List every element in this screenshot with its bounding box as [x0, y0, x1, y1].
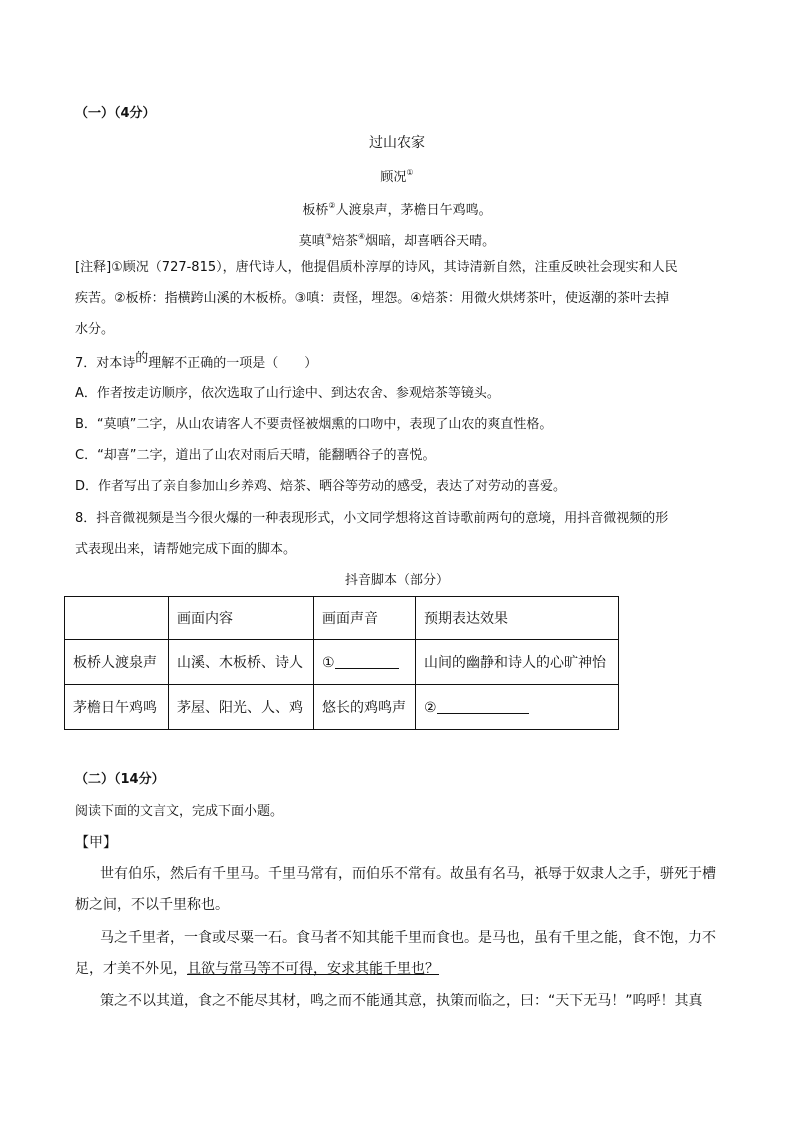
table-cell-answer[interactable] [314, 640, 416, 685]
question-8-stem: 式表现出来，请帮她完成下面的脚本。 [75, 542, 297, 557]
table-row [65, 685, 619, 730]
table-header-cell [65, 597, 169, 640]
section-heading-2: （二）（14分） [75, 772, 165, 787]
underlined-sentence: 且欲与常马等不可得，安求其能千里也？ [187, 961, 439, 977]
q7-option-d: D．作者写出了亲自参加山乡养鸡、焙茶、晒谷等劳动的感受，表达了对劳动的喜爱。 [75, 479, 567, 494]
table-cell: 山间的幽静和诗人的心旷神怡 [416, 640, 619, 685]
section-heading-1: （一）（4分） [75, 106, 156, 121]
table-row [65, 640, 619, 685]
table-header-cell: 画面内容 [169, 597, 314, 640]
q7-option-a: A．作者按走访顺序，依次选取了山行途中、到达农舍、参观焙茶等镜头。 [75, 386, 500, 401]
poem-text: 烟暗，却喜晒谷天晴。 [365, 234, 496, 249]
q7-text: 7．对本诗 [75, 356, 136, 371]
author-footnote: ① [406, 168, 414, 177]
blank-number: ① [322, 654, 335, 671]
question-8-stem: 8．抖音微视频是当今很火爆的一种表现形式，小文同学想将这首诗歌前两句的意境，用抖音微视频的形 [75, 511, 669, 526]
table-cell: 板桥人渡泉声 [65, 640, 169, 685]
passage-line: 世有伯乐，然后有千里马。千里马常有，而伯乐不常有。故虽有名马，祇辱于奴隶人之手，骈死于槽 [100, 866, 716, 882]
annotation-line: [注释]①顾况（727-815），唐代诗人，他提倡质朴淳厚的诗风，其诗清新自然，注重反映社会现实和人民 [75, 260, 678, 275]
table-cell-answer[interactable] [416, 685, 619, 730]
q7-option-b: B．“莫嗔”二字，从山农请客人不要责怪被烟熏的口吻中，表现了山农的爽直性格。 [75, 417, 553, 432]
table-cell: 山溪、木板桥、诗人 [169, 640, 314, 685]
annotation-line: 疾苦。②板桥：指横跨山溪的木板桥。③嗔：责怪，埋怨。④焙茶：用微火烘烤茶叶，使返潮的茶叶去掉 [75, 291, 669, 306]
table-caption: 抖音脚本（部分） [344, 573, 449, 588]
passage-line: 策之不以其道，食之不能尽其材，鸣之而不能通其意，执策而临之，曰：“天下无马！”呜呼！其真 [100, 993, 703, 1009]
table-header-cell: 预期表达效果 [416, 597, 619, 640]
answer-blank-2[interactable] [437, 699, 529, 714]
poem-line-2 [0, 227, 794, 252]
table-cell: 悠长的鸡鸣声 [314, 685, 416, 730]
blank-number: ② [424, 699, 437, 716]
poem-title: 过山农家 [369, 135, 425, 151]
q7-raised-char: 的 [135, 351, 149, 366]
footnote-mark: ④ [358, 232, 366, 241]
annotation-line: 水分。 [75, 322, 115, 337]
poem-author [0, 163, 794, 188]
passage-line [75, 959, 439, 979]
poem-text: 莫嗔 [298, 234, 325, 249]
poem-text: 板桥 [302, 203, 329, 218]
table-header-row [65, 597, 619, 640]
passage-label: 【甲】 [75, 835, 117, 851]
footnote-mark: ② [328, 201, 336, 210]
answer-blank-1[interactable] [335, 654, 399, 669]
table-cell: 茅檐日午鸡鸣 [65, 685, 169, 730]
table-header-cell: 画面声音 [314, 597, 416, 640]
passage-line: 枥之间，不以千里称也。 [75, 897, 229, 913]
script-table [64, 596, 619, 730]
passage-line: 马之千里者，一食或尽粟一石。食马者不知其能千里而食也。是马也，虽有千里之能，食不饱，力不 [100, 930, 716, 946]
q7-option-c: C．“却喜”二字，道出了山农对雨后天晴，能翻晒谷子的喜悦。 [75, 448, 436, 463]
footnote-mark: ③ [324, 232, 332, 241]
table-cell: 茅屋、阳光、人、鸡 [169, 685, 314, 730]
passage-text: 足，才美不外见， [75, 961, 187, 977]
q7-text: 理解不正确的一项是（ ） [148, 356, 318, 371]
poem-line-1 [0, 196, 794, 221]
author-name: 顾况 [380, 170, 407, 185]
poem-text: 人渡泉声，茅檐日午鸡鸣。 [335, 203, 492, 218]
section-intro: 阅读下面的文言文，完成下面小题。 [75, 804, 284, 819]
poem-text: 焙茶 [331, 234, 358, 249]
question-7-stem [75, 351, 318, 374]
